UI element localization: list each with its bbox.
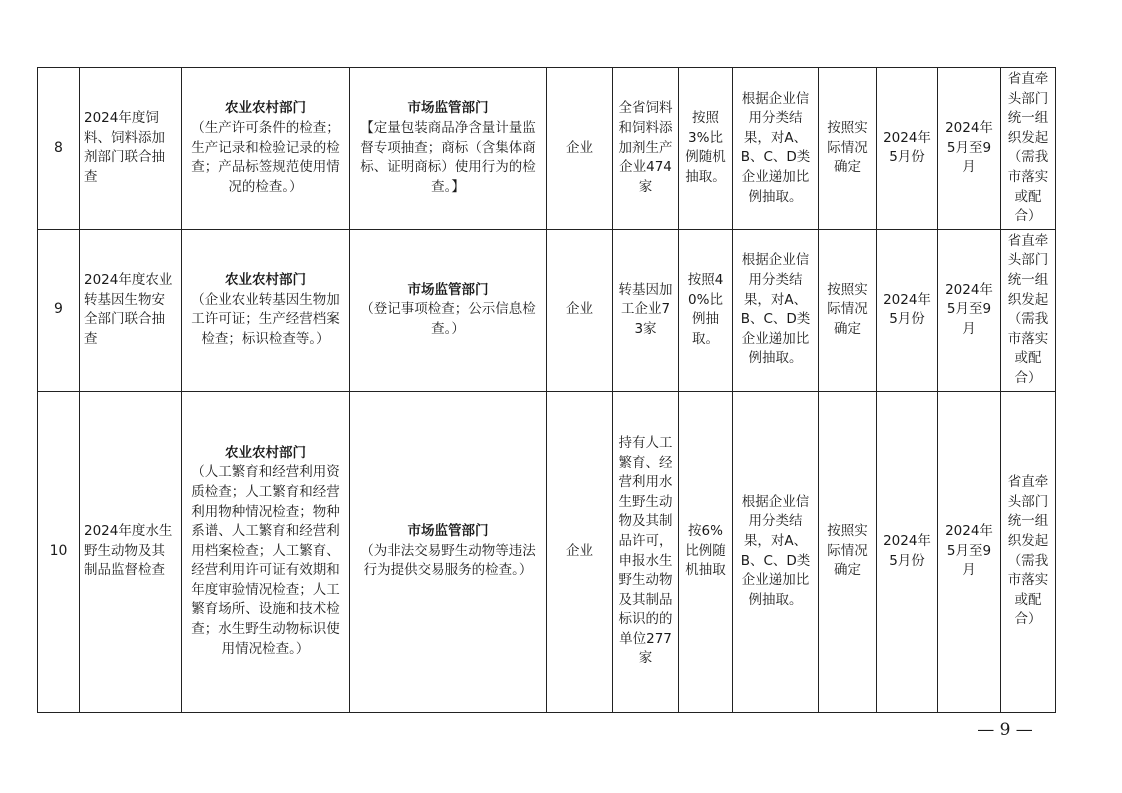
- department-detail: （登记事项检查；公示信息检查。）: [360, 301, 536, 337]
- inspection-item: 2024年度农业转基因生物安全部门联合抽查: [80, 229, 182, 391]
- remarks: 省直牵头部门统一组织发起（需我市落实或配合）: [1001, 229, 1056, 391]
- inspection-object: 企业: [547, 68, 613, 230]
- sampling-ratio: 按照3%比例随机抽取。: [679, 68, 733, 230]
- inspection-scope: 转基因加工企业73家: [613, 229, 679, 391]
- lead-department-cell: [182, 391, 350, 712]
- department-name: 市场监管部门: [407, 100, 489, 117]
- row-number: 9: [38, 229, 80, 391]
- table-row: [38, 391, 1056, 712]
- sampling-method: 根据企业信用分类结果，对A、B、C、D类企业递加比例抽取。: [733, 68, 819, 230]
- start-time: 2024年5月份: [877, 68, 938, 230]
- table-row: [38, 229, 1056, 391]
- lead-department-cell: [182, 68, 350, 230]
- department-name: 农业农村部门: [225, 100, 306, 117]
- table-row: [38, 68, 1056, 230]
- lead-department-cell: [182, 229, 350, 391]
- joint-department-cell: [350, 68, 547, 230]
- start-time: 2024年5月份: [877, 229, 938, 391]
- sampling-method: 根据企业信用分类结果，对A、B、C、D类企业递加比例抽取。: [733, 229, 819, 391]
- inspection-item: 2024年度饲料、饲料添加剂部门联合抽查: [80, 68, 182, 230]
- inspection-period: 2024年5月至9月: [938, 229, 1001, 391]
- sampling-ratio: 按6%比例随机抽取: [679, 391, 733, 712]
- inspection-frequency: 按照实际情况确定: [819, 68, 877, 230]
- joint-department-cell: [350, 229, 547, 391]
- department-name: 市场监管部门: [407, 523, 489, 540]
- inspection-item: 2024年度水生野生动物及其制品监督检查: [80, 391, 182, 712]
- department-detail: （人工繁育和经营利用资质检查；人工繁育和经营利用物种情况检查；物种系谱、人工繁育和经营利用档案检查；人工繁育、经营利用许可证有效期和年度审验情况检查；人工繁育场所、设施和技术检查；水生野生动物标识使用情况检查。）: [191, 464, 340, 657]
- department-detail: （为非法交易野生动物等违法行为提供交易服务的检查。）: [360, 542, 536, 579]
- page-number: — 9 —: [977, 720, 1033, 740]
- start-time: 2024年5月份: [877, 391, 938, 712]
- inspection-frequency: 按照实际情况确定: [819, 391, 877, 712]
- row-number: 10: [38, 391, 80, 712]
- inspection-period: 2024年5月至9月: [938, 68, 1001, 230]
- department-name: 市场监管部门: [407, 281, 489, 298]
- remarks: 省直牵头部门统一组织发起（需我市落实或配合）: [1001, 68, 1056, 230]
- inspection-object: 企业: [547, 229, 613, 391]
- inspection-plan-table: [37, 67, 1056, 713]
- department-detail: （企业农业转基因生物加工许可证；生产经营档案检查；标识检查等。）: [191, 291, 340, 347]
- remarks: 省直牵头部门统一组织发起（需我市落实或配合）: [1001, 391, 1056, 712]
- department-detail: 【定量包装商品净含量计量监督专项抽查；商标（含集体商标、证明商标）使用行为的检查。】: [360, 119, 536, 195]
- department-name: 农业农村部门: [225, 444, 306, 461]
- department-name: 农业农村部门: [225, 271, 306, 288]
- inspection-object: 企业: [547, 391, 613, 712]
- inspection-period: 2024年5月至9月: [938, 391, 1001, 712]
- sampling-ratio: 按照40%比例抽取。: [679, 229, 733, 391]
- joint-department-cell: [350, 391, 547, 712]
- sampling-method: 根据企业信用分类结果，对A、B、C、D类企业递加比例抽取。: [733, 391, 819, 712]
- row-number: 8: [38, 68, 80, 230]
- inspection-frequency: 按照实际情况确定: [819, 229, 877, 391]
- department-detail: （生产许可条件的检查；生产记录和检验记录的检查；产品标签规范使用情况的检查。）: [191, 119, 340, 195]
- inspection-scope: 持有人工繁育、经营利用水生野生动物及其制品许可，申报水生野生动物及其制品标识的的单位277家: [613, 391, 679, 712]
- inspection-scope: 全省饲料和饲料添加剂生产企业474家: [613, 68, 679, 230]
